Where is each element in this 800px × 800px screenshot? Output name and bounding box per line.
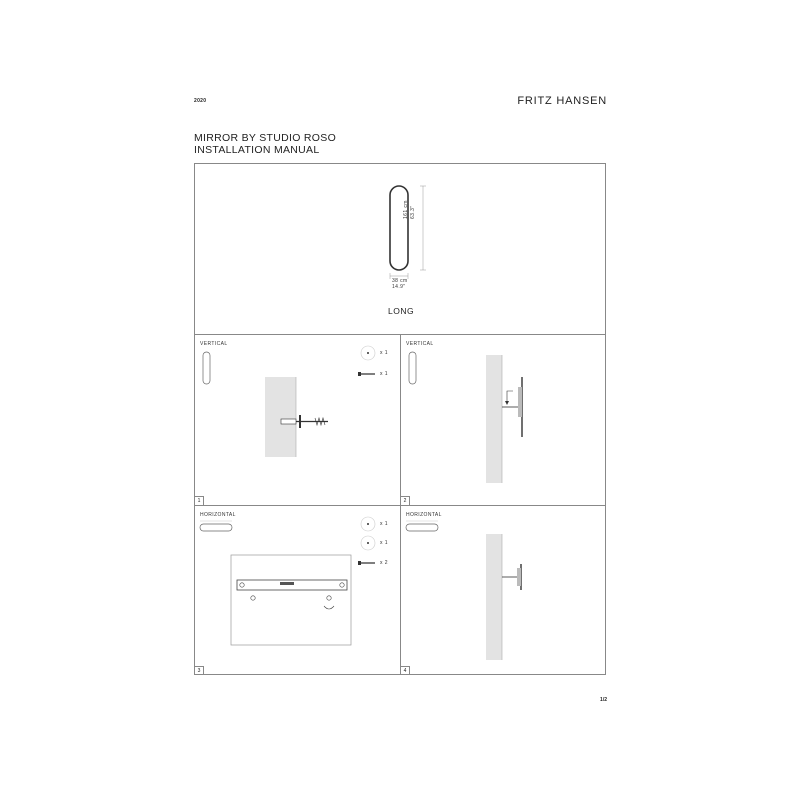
step-3-drawing: [195, 506, 400, 675]
width-in-label: 14.9": [392, 284, 406, 290]
mounting-detail-box: [231, 555, 351, 645]
wall-plug-inserted: [281, 419, 296, 424]
width-cm-label: 38 cm: [392, 278, 408, 284]
instruction-frame: [194, 163, 606, 675]
step-3-part-1-qty: x 1: [380, 521, 388, 527]
vertical-mirror-thumbnail: [409, 352, 416, 384]
brand-name: FRITZ HANSEN: [517, 95, 607, 107]
step-2-orientation: VERTICAL: [406, 341, 434, 347]
mirror-long-outline: [390, 186, 408, 270]
page-number: 1/2: [600, 697, 607, 703]
step-1-number: 1: [195, 496, 204, 505]
height-cm-label: 161 cm: [403, 200, 409, 219]
step-1-part-2-qty: x 1: [380, 371, 388, 377]
step-1-part-1-qty: x 1: [380, 350, 388, 356]
step-2-number: 2: [401, 496, 410, 505]
step-3-panel: [195, 506, 400, 675]
product-title: MIRROR BY STUDIO ROSO: [194, 132, 337, 144]
manual-subtitle: INSTALLATION MANUAL: [194, 144, 320, 156]
vertical-mirror-thumbnail: [203, 352, 210, 384]
horizontal-mirror-thumbnail: [406, 524, 438, 531]
step-3-number: 3: [195, 666, 204, 675]
step-3-part-2-qty: x 1: [380, 540, 388, 546]
step-1-panel: [195, 335, 400, 505]
height-in-label: 63.3": [410, 205, 416, 219]
step-2-panel: [401, 335, 605, 505]
overview-panel: [195, 164, 605, 334]
step-4-drawing: [401, 506, 605, 675]
horizontal-mirror-thumbnail: [200, 524, 232, 531]
model-label: LONG: [388, 306, 415, 316]
step-4-number: 4: [401, 666, 410, 675]
step-3-orientation: HORIZONTAL: [200, 512, 236, 518]
step-4-orientation: HORIZONTAL: [406, 512, 442, 518]
step-1-drawing: [195, 335, 400, 505]
wall-section: [265, 377, 296, 457]
step-1-orientation: VERTICAL: [200, 341, 228, 347]
wall-section: [486, 355, 502, 483]
step-4-panel: [401, 506, 605, 675]
wall-section: [486, 534, 502, 660]
step-3-part-3-qty: x 2: [380, 560, 388, 566]
document-year: 2020: [194, 98, 207, 104]
step-2-drawing: [401, 335, 605, 505]
